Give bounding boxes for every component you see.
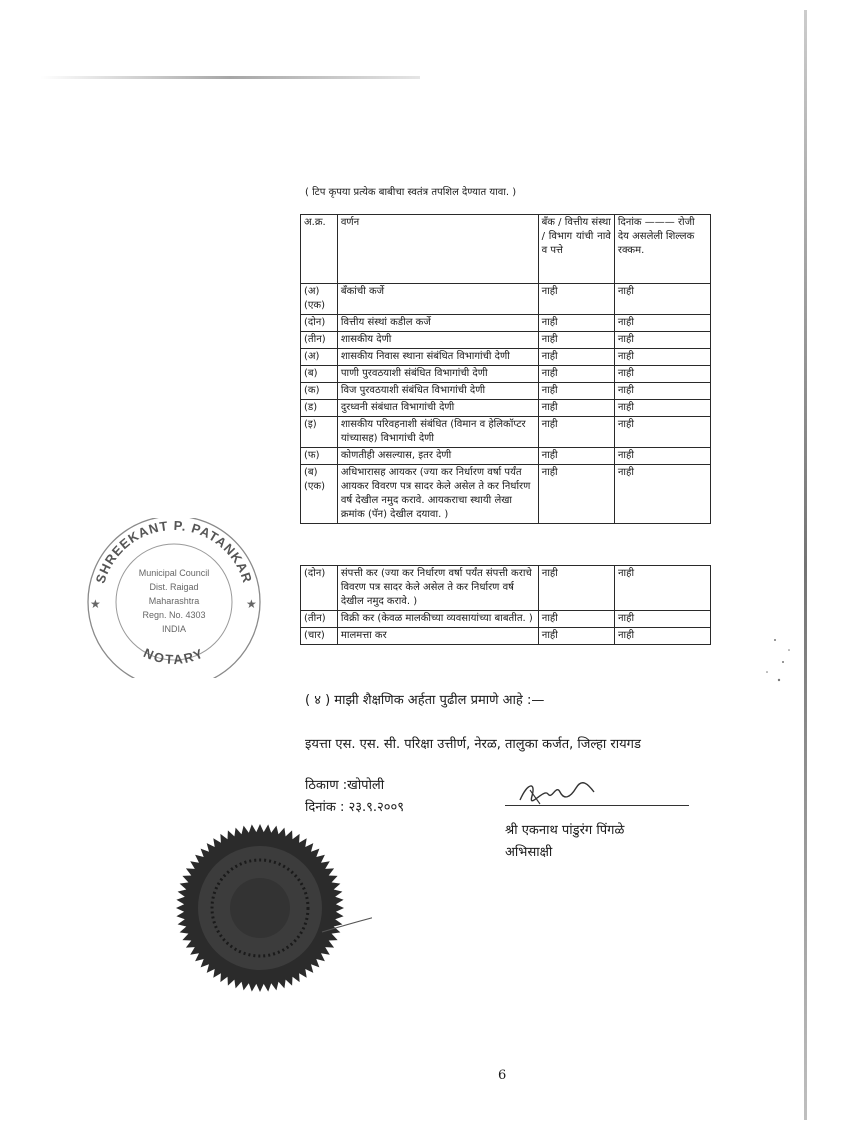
row-bank: नाही bbox=[538, 448, 614, 465]
table-row bbox=[301, 383, 711, 400]
header-amount: दिनांक ——— रोजी देय असलेली शिल्लक रक्कम. bbox=[614, 215, 710, 284]
row-bank: नाही bbox=[538, 611, 614, 628]
stamp-ring-bottom: NOTARY bbox=[141, 645, 207, 668]
row-amount: नाही bbox=[615, 611, 711, 628]
signer-name: श्री एकनाथ पांडुरंग पिंगळे bbox=[505, 823, 625, 838]
row-bank: नाही bbox=[538, 628, 614, 645]
row-serial: (चार) bbox=[301, 628, 338, 645]
header-bank: बँक / वित्तीय संस्था / विभाग यांची नावे व पत्ते bbox=[538, 215, 614, 284]
row-amount: नाही bbox=[614, 465, 710, 524]
svg-text:NOTARY bbox=[141, 645, 206, 667]
page-number: 6 bbox=[498, 1068, 507, 1083]
row-serial: (अ) bbox=[301, 349, 338, 366]
table-row bbox=[301, 349, 711, 366]
row-description: शासकीय देणी bbox=[337, 332, 538, 349]
table-row bbox=[301, 465, 711, 524]
row-serial: (तीन) bbox=[301, 332, 338, 349]
row-amount: नाही bbox=[614, 448, 710, 465]
row-serial: (ड) bbox=[301, 400, 338, 417]
row-description: विज पुरवठयाशी संबंधित विभागांची देणी bbox=[337, 383, 538, 400]
table-row bbox=[301, 417, 711, 448]
table-row bbox=[301, 566, 711, 611]
row-description: पाणी पुरवठयाशी संबंधित विभागांची देणी bbox=[337, 366, 538, 383]
row-description: मालमत्ता कर bbox=[337, 628, 538, 645]
signature-line bbox=[505, 805, 689, 806]
table-row bbox=[301, 400, 711, 417]
liabilities-table bbox=[300, 214, 711, 524]
table-row bbox=[301, 315, 711, 332]
row-description: संपत्ती कर (ज्या कर निर्धारण वर्षा पर्यंत संपत्ती कराचे विवरण पत्र सादर केले असेल ते कर निर्धारण वर्ष देखील नमुद करावे. ) bbox=[337, 566, 538, 611]
table-row bbox=[301, 448, 711, 465]
row-serial: (दोन) bbox=[301, 315, 338, 332]
row-amount: नाही bbox=[614, 349, 710, 366]
place-text: ठिकाण :खोपोली bbox=[305, 778, 385, 793]
row-serial: (दोन) bbox=[301, 566, 338, 611]
table-note: ( टिप कृपया प्रत्येक बाबीचा स्वतंत्र तपशिल देण्यात यावा. ) bbox=[305, 187, 517, 198]
notary-seal bbox=[172, 820, 372, 1000]
row-bank: नाही bbox=[538, 349, 614, 366]
row-serial: (तीन) bbox=[301, 611, 338, 628]
table-row bbox=[301, 611, 711, 628]
table-header-row bbox=[301, 215, 711, 284]
liabilities-table-continued bbox=[300, 565, 711, 645]
row-serial: (ब) (एक) bbox=[301, 465, 338, 524]
qualification-text: इयत्ता एस. एस. सी. परिक्षा उत्तीर्ण, नेरळ, तालुका कर्जत, जिल्हा रायगड bbox=[305, 737, 641, 752]
stamp-line-5: INDIA bbox=[161, 624, 187, 634]
row-serial: (इ) bbox=[301, 417, 338, 448]
notary-stamp bbox=[82, 518, 266, 678]
row-bank: नाही bbox=[538, 417, 614, 448]
stamp-line-1: Municipal Council bbox=[138, 568, 210, 578]
scan-edge-top bbox=[40, 76, 420, 79]
table-row bbox=[301, 628, 711, 645]
row-serial: (अ) (एक) bbox=[301, 284, 338, 315]
header-description: वर्णन bbox=[337, 215, 538, 284]
date-text: दिनांक : २३.९.२००९ bbox=[305, 800, 405, 815]
stamp-line-2: Dist. Raigad bbox=[149, 582, 199, 592]
row-amount: नाही bbox=[615, 566, 711, 611]
table-row bbox=[301, 366, 711, 383]
header-serial: अ.क्र. bbox=[301, 215, 338, 284]
row-amount: नाही bbox=[614, 400, 710, 417]
row-amount: नाही bbox=[615, 628, 711, 645]
stamp-star-left-icon: ★ bbox=[90, 597, 101, 611]
row-bank: नाही bbox=[538, 383, 614, 400]
row-amount: नाही bbox=[614, 383, 710, 400]
scan-specks bbox=[755, 540, 805, 690]
row-bank: नाही bbox=[538, 566, 614, 611]
row-serial: (क) bbox=[301, 383, 338, 400]
row-bank: नाही bbox=[538, 315, 614, 332]
row-description: वित्तीय संस्थां कडील कर्जे bbox=[337, 315, 538, 332]
stamp-ring-top: SHREEKANT P. PATANKAR bbox=[92, 518, 256, 586]
stamp-line-3: Maharashtra bbox=[148, 596, 200, 606]
row-description: विक्री कर (केवळ मालकीच्या व्यवसायांच्या बाबतीत. ) bbox=[337, 611, 538, 628]
table-row bbox=[301, 284, 711, 315]
stamp-line-4: Regn. No. 4303 bbox=[142, 610, 206, 620]
row-description: शासकीय परिवहनाशी संबंधित (विमान व हेलिकॉप्टर यांच्यासह) विभागांची देणी bbox=[337, 417, 538, 448]
row-amount: नाही bbox=[614, 366, 710, 383]
row-amount: नाही bbox=[614, 332, 710, 349]
signer-role: अभिसाक्षी bbox=[505, 845, 553, 860]
row-serial: (ब) bbox=[301, 366, 338, 383]
row-description: अधिभारासह आयकर (ज्या कर निर्धारण वर्षा पर्यंत आयकर विवरण पत्र सादर केले असेल ते कर निर्धारण वर्ष देखील नमुद करावे. आयकराचा स्थायी लेखा क्रमांक (पॅन) देखील दयावा. ) bbox=[337, 465, 538, 524]
stamp-star-right-icon: ★ bbox=[246, 597, 257, 611]
row-bank: नाही bbox=[538, 332, 614, 349]
row-description: बँकांची कर्जे bbox=[337, 284, 538, 315]
row-serial: (फ) bbox=[301, 448, 338, 465]
row-bank: नाही bbox=[538, 400, 614, 417]
row-amount: नाही bbox=[614, 417, 710, 448]
row-description: कोणतीही असल्यास, इतर देणी bbox=[337, 448, 538, 465]
row-description: शासकीय निवास स्थाना संबंधित विभागांची देणी bbox=[337, 349, 538, 366]
row-amount: नाही bbox=[614, 284, 710, 315]
row-amount: नाही bbox=[614, 315, 710, 332]
section-4-heading: ( ४ ) माझी शैक्षणिक अर्हता पुढील प्रमाणे आहे :— bbox=[305, 693, 545, 708]
table-row bbox=[301, 332, 711, 349]
row-bank: नाही bbox=[538, 465, 614, 524]
signature bbox=[510, 778, 600, 808]
row-description: दुरध्वनी संबंधात विभागांची देणी bbox=[337, 400, 538, 417]
row-bank: नाही bbox=[538, 284, 614, 315]
row-bank: नाही bbox=[538, 366, 614, 383]
